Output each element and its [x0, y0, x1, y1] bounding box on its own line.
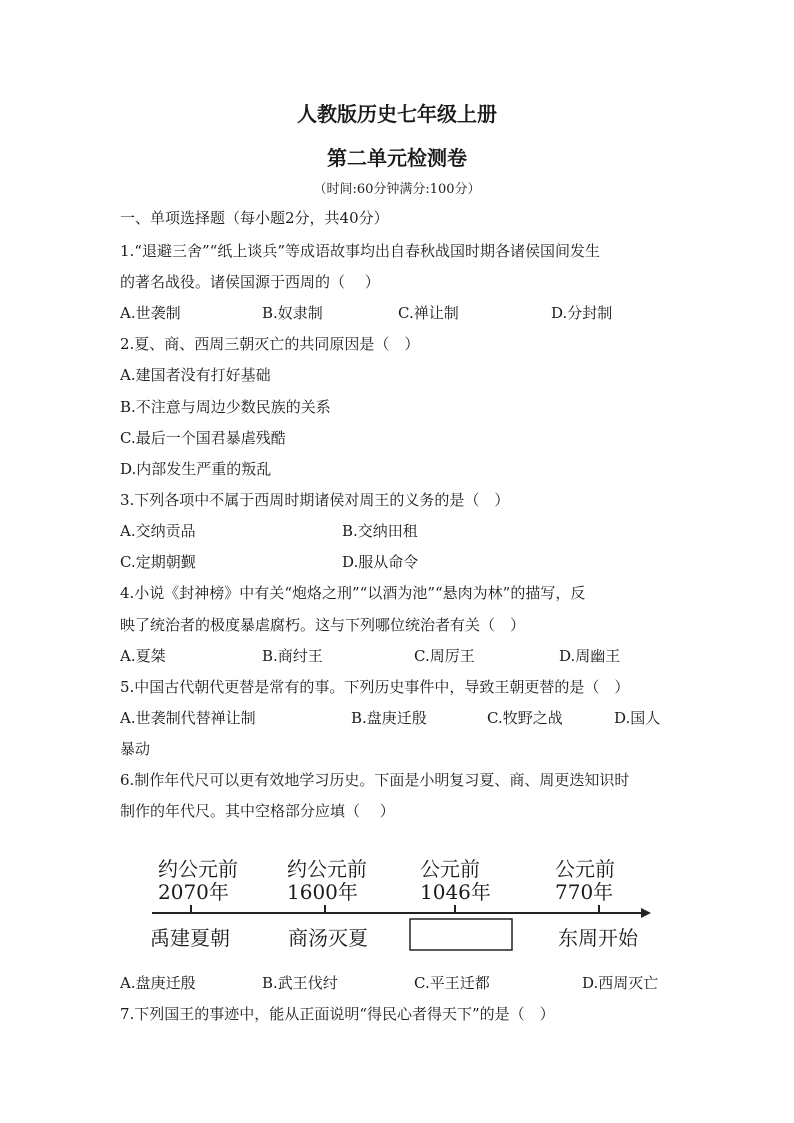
question-4-line-2: 映了统治者的极度暴虐腐朽。这与下列哪位统治者有关（ ）: [120, 616, 526, 634]
timeline-node-1-label: 禹建夏朝: [150, 926, 230, 950]
question-2-option-b: B.不注意与周边少数民族的关系: [120, 398, 331, 416]
timeline-node-4-label: 东周开始: [558, 926, 638, 950]
question-3-stem: 3.下列各项中不属于西周时期诸侯对周王的义务的是（ ）: [120, 491, 510, 509]
question-1-option-c: C.禅让制: [398, 304, 459, 322]
question-5-stem: 5.中国古代朝代更替是常有的事。下列历史事件中，导致王朝更替的是（ ）: [120, 678, 630, 696]
question-1-option-a: A.世袭制: [120, 304, 181, 322]
timeline-node-4-year: 770年: [555, 880, 614, 904]
question-6-option-b: B.武王伐纣: [262, 974, 338, 992]
question-3-option-a: A.交纳贡品: [120, 522, 196, 540]
timeline-node-2-top: 约公元前: [287, 857, 367, 881]
question-2-stem: 2.夏、商、西周三朝灭亡的共同原因是（ ）: [120, 335, 420, 353]
section-heading: 一、单项选择题（每小题2分，共40分）: [120, 209, 389, 227]
question-3-option-b: B.交纳田租: [342, 522, 418, 540]
exam-title: 人教版历史七年级上册: [297, 102, 497, 126]
question-6-line-1: 6.制作年代尺可以更有效地学习历史。下面是小明复习夏、商、周更迭知识时: [120, 771, 630, 789]
question-5-option-d-wrap: 暴动: [120, 740, 151, 758]
question-5-option-d: D.国人: [614, 709, 661, 727]
question-3-option-c: C.定期朝觐: [120, 553, 196, 571]
question-5-option-c: C.牧野之战: [487, 709, 563, 727]
timeline-node-1-top: 约公元前: [158, 857, 238, 881]
question-6-option-c: C.平王迁都: [414, 974, 490, 992]
question-1-line-2: 的著名战役。诸侯国源于西周的（ ）: [120, 273, 380, 291]
question-6-option-d: D.西周灭亡: [582, 974, 659, 992]
question-2-option-d: D.内部发生严重的叛乱: [120, 460, 272, 478]
question-2-option-a: A.建国者没有打好基础: [120, 366, 271, 384]
exam-subtitle: 第二单元检测卷: [327, 146, 467, 170]
question-3-option-d: D.服从命令: [342, 553, 419, 571]
question-4-option-b: B.商纣王: [262, 647, 323, 665]
exam-info: （时间:60分钟满分:100分）: [313, 182, 481, 197]
timeline-node-3-year: 1046年: [420, 880, 491, 904]
question-2-option-c: C.最后一个国君暴虐残酷: [120, 429, 286, 447]
question-4-option-a: A.夏桀: [120, 647, 166, 665]
question-7-stem: 7.下列国王的事迹中，能从正面说明“得民心者得天下”的是（ ）: [120, 1005, 555, 1023]
timeline-blank-box: [410, 919, 512, 950]
question-1-option-b: B.奴隶制: [262, 304, 323, 322]
question-6-option-a: A.盘庚迁殷: [120, 974, 196, 992]
question-5-option-a: A.世袭制代替禅让制: [120, 709, 256, 727]
timeline-node-3-top: 公元前: [420, 857, 480, 881]
question-6-line-2: 制作的年代尺。其中空格部分应填（ ）: [120, 802, 395, 820]
question-1-option-d: D.分封制: [551, 304, 613, 322]
question-4-option-c: C.周厉王: [414, 647, 475, 665]
timeline-node-4-top: 公元前: [555, 857, 615, 881]
question-4-option-d: D.周幽王: [559, 647, 621, 665]
timeline-node-1-year: 2070年: [158, 880, 229, 904]
timeline-node-2-label: 商汤灭夏: [288, 926, 368, 950]
question-4-line-1: 4.小说《封神榜》中有关“炮烙之刑”“以酒为池”“悬肉为林”的描写，反: [120, 584, 586, 602]
timeline-arrow-icon: [641, 908, 651, 918]
question-5-option-b: B.盘庚迁殷: [351, 709, 427, 727]
timeline-node-2-year: 1600年: [287, 880, 358, 904]
question-1-line-1: 1.“退避三舍”“纸上谈兵”等成语故事均出自春秋战国时期各诸侯国间发生: [120, 242, 600, 260]
